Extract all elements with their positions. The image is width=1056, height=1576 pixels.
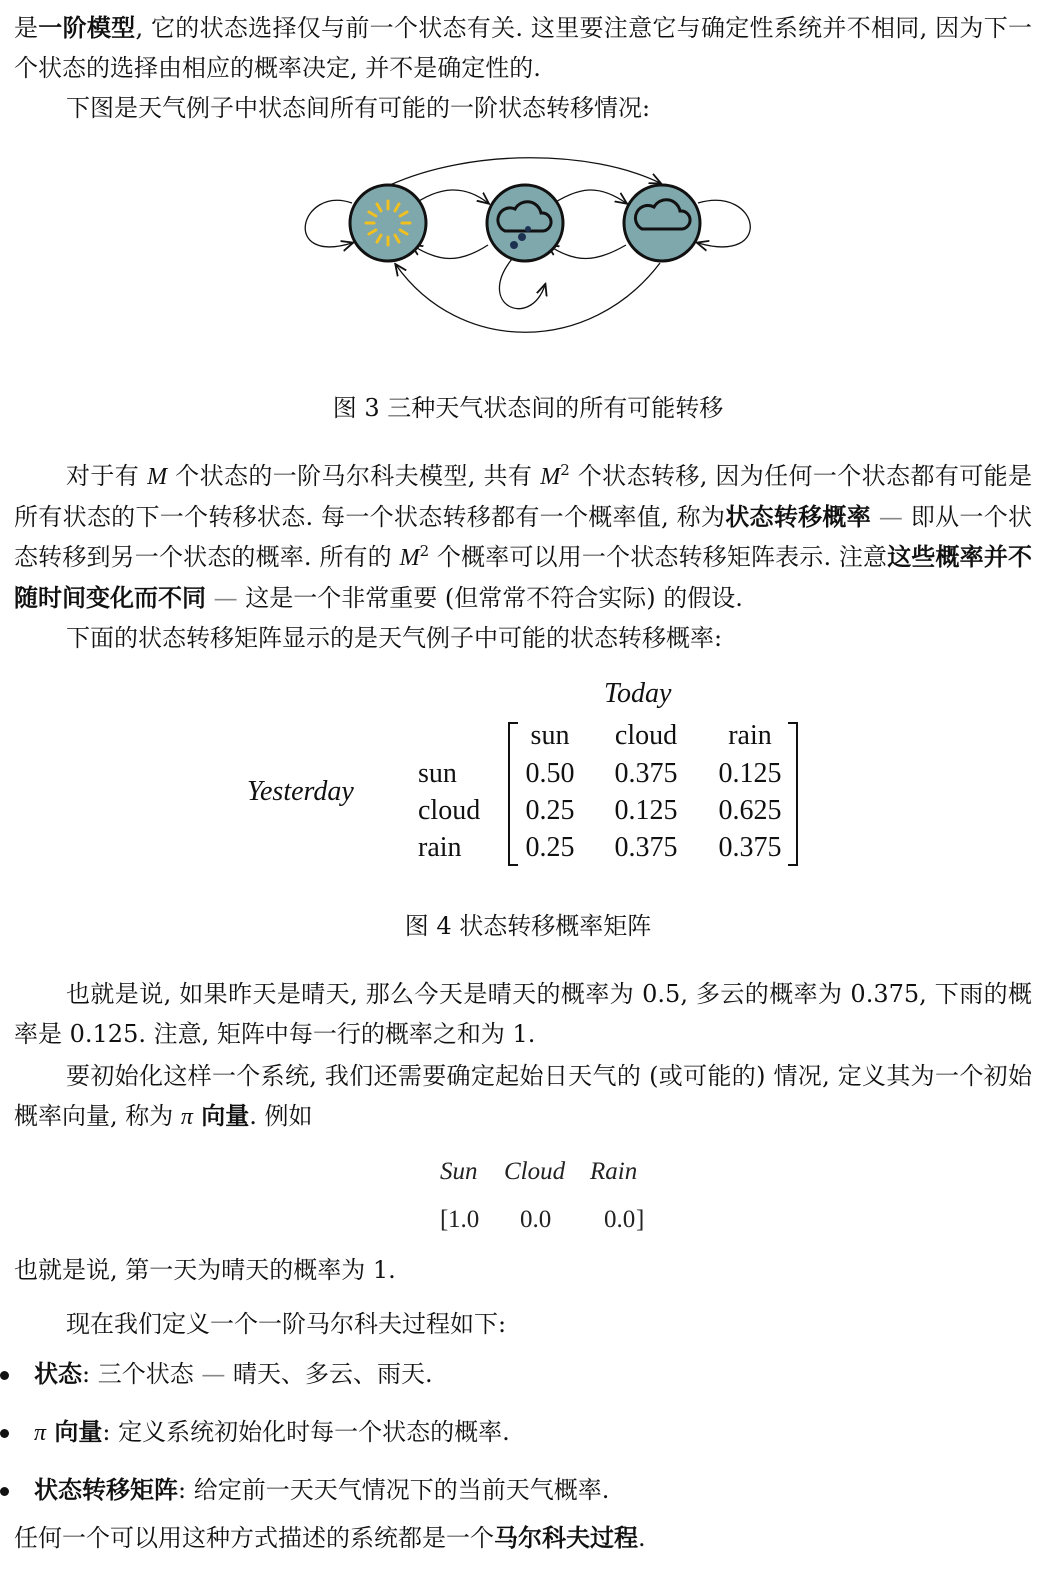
paragraph-define-process: 现在我们定义一个一阶马尔科夫过程如下: bbox=[66, 1310, 507, 1338]
paragraph-matrix-explain: 也就是说, 如果昨天是晴天, 那么今天是晴天的概率为 0.5, 多云的概率为 0.375, 下雨的概率是 0.125. 注意, 矩阵中每一行的概率之和为 1. bbox=[14, 980, 1032, 1048]
matrix-cell: 0.25 bbox=[525, 832, 575, 863]
cloud-icon bbox=[624, 185, 700, 261]
matrix-row-header: cloud bbox=[418, 795, 481, 826]
pi-vector-close-bracket: ] bbox=[636, 1206, 645, 1233]
term-time-invariant: 这些概率并不随时间变化而不同 bbox=[14, 543, 1032, 612]
sun-icon bbox=[350, 185, 426, 261]
list-item-pi-vector: π 向量: 定义系统初始化时每一个状态的概率. bbox=[34, 1412, 1034, 1453]
matrix-cell: 0.125 bbox=[718, 758, 782, 789]
matrix-cell: 0.625 bbox=[718, 795, 782, 826]
pi-value-rain: 0.0 bbox=[604, 1206, 636, 1233]
term-transition-probability: 状态转移概率 bbox=[725, 503, 871, 531]
edge-cloud-to-cloudrain bbox=[548, 245, 626, 259]
matrix-cell: 0.375 bbox=[718, 832, 782, 863]
matrix-cell: 0.375 bbox=[614, 832, 678, 863]
edge-cloud-to-sun bbox=[396, 263, 660, 332]
paragraph-markov-process: 任何一个可以用这种方式描述的系统都是一个马尔科夫过程. bbox=[14, 1524, 646, 1552]
pi-value-cloud: 0.0 bbox=[520, 1206, 552, 1233]
pi-label-cloud: Cloud bbox=[504, 1158, 566, 1185]
matrix-row-title: Yesterday bbox=[247, 776, 354, 807]
matrix-cell: 0.375 bbox=[614, 758, 678, 789]
paragraph-pi-vector: 要初始化这样一个系统, 我们还需要确定起始日天气的 (或可能的) 情况, 定义其为一个初始概率向量, 称为 π 向量. 例如 bbox=[14, 1062, 1032, 1130]
self-loop-sun bbox=[305, 200, 352, 247]
paragraph-transition-probability: 对于有 M 个状态的一阶马尔科夫模型, 共有 $M^2$ 个状态转移, 因为任何一个状态都有可能是所有状态的下一个转移状态. 每一个状态转移都有一个概率值, 称为状态转移概率 — 即从一个状态转移到另一个状态的概率. 所有的 $M^2$ 个概率可以用一个状态转移矩阵表示. 注意这些概率并不随时间变化而不同 — 这是一个非常重要 (但常常不符合实际) 的假设. bbox=[14, 461, 1033, 612]
pi-value-sun: 1.0 bbox=[448, 1206, 480, 1233]
edge-cloudrain-to-sun bbox=[412, 245, 488, 259]
term-pi-vector: 向量 bbox=[192, 1102, 250, 1130]
matrix-col-title: Today bbox=[604, 678, 672, 709]
edge-sun-to-cloud bbox=[390, 158, 660, 185]
paragraph-matrix-intro: 下面的状态转移矩阵显示的是天气例子中可能的状态转移概率: bbox=[66, 624, 723, 652]
matrix-col-header: rain bbox=[728, 720, 772, 751]
cloud-rain-icon bbox=[487, 185, 563, 261]
matrix-col-header: sun bbox=[530, 720, 570, 751]
pi-label-rain: Rain bbox=[590, 1158, 638, 1185]
list-item-transition-matrix: 状态转移矩阵: 给定前一天天气情况下的当前天气概率. bbox=[34, 1470, 1034, 1510]
self-loop-cloud bbox=[499, 259, 545, 309]
matrix-row-header: sun bbox=[418, 758, 457, 789]
pi-label-sun: Sun bbox=[440, 1158, 478, 1185]
figure-3-caption: 图 3 三种天气状态间的所有可能转移 bbox=[332, 394, 724, 422]
self-loop-rain bbox=[698, 200, 750, 247]
matrix-cell: 0.125 bbox=[614, 795, 678, 826]
figure-4-caption: 图 4 状态转移概率矩阵 bbox=[404, 912, 652, 940]
term-first-order-model: 一阶模型 bbox=[38, 14, 136, 42]
matrix-row-header: rain bbox=[418, 832, 462, 863]
pi-vector-open-bracket: [ bbox=[440, 1206, 449, 1233]
matrix-cell: 0.25 bbox=[525, 795, 575, 826]
matrix-cell: 0.50 bbox=[525, 758, 575, 789]
paragraph-first-day: 也就是说, 第一天为晴天的概率为 1. bbox=[14, 1256, 396, 1284]
paragraph-figure-intro: 下图是天气例子中状态间所有可能的一阶状态转移情况: bbox=[66, 94, 651, 122]
term-markov-process: 马尔科夫过程 bbox=[494, 1524, 638, 1552]
state-transition-diagram bbox=[290, 155, 760, 345]
matrix-col-header: cloud bbox=[614, 720, 678, 751]
list-item-states: 状态: 三个状态 — 晴天、多云、雨天. bbox=[34, 1354, 1034, 1394]
paragraph-first-order: 是一阶模型, 它的状态选择仅与前一个状态有关. 这里要注意它与确定性系统并不相同, 因为下一个状态的选择由相应的概率决定, 并不是确定性的. bbox=[14, 14, 1033, 82]
